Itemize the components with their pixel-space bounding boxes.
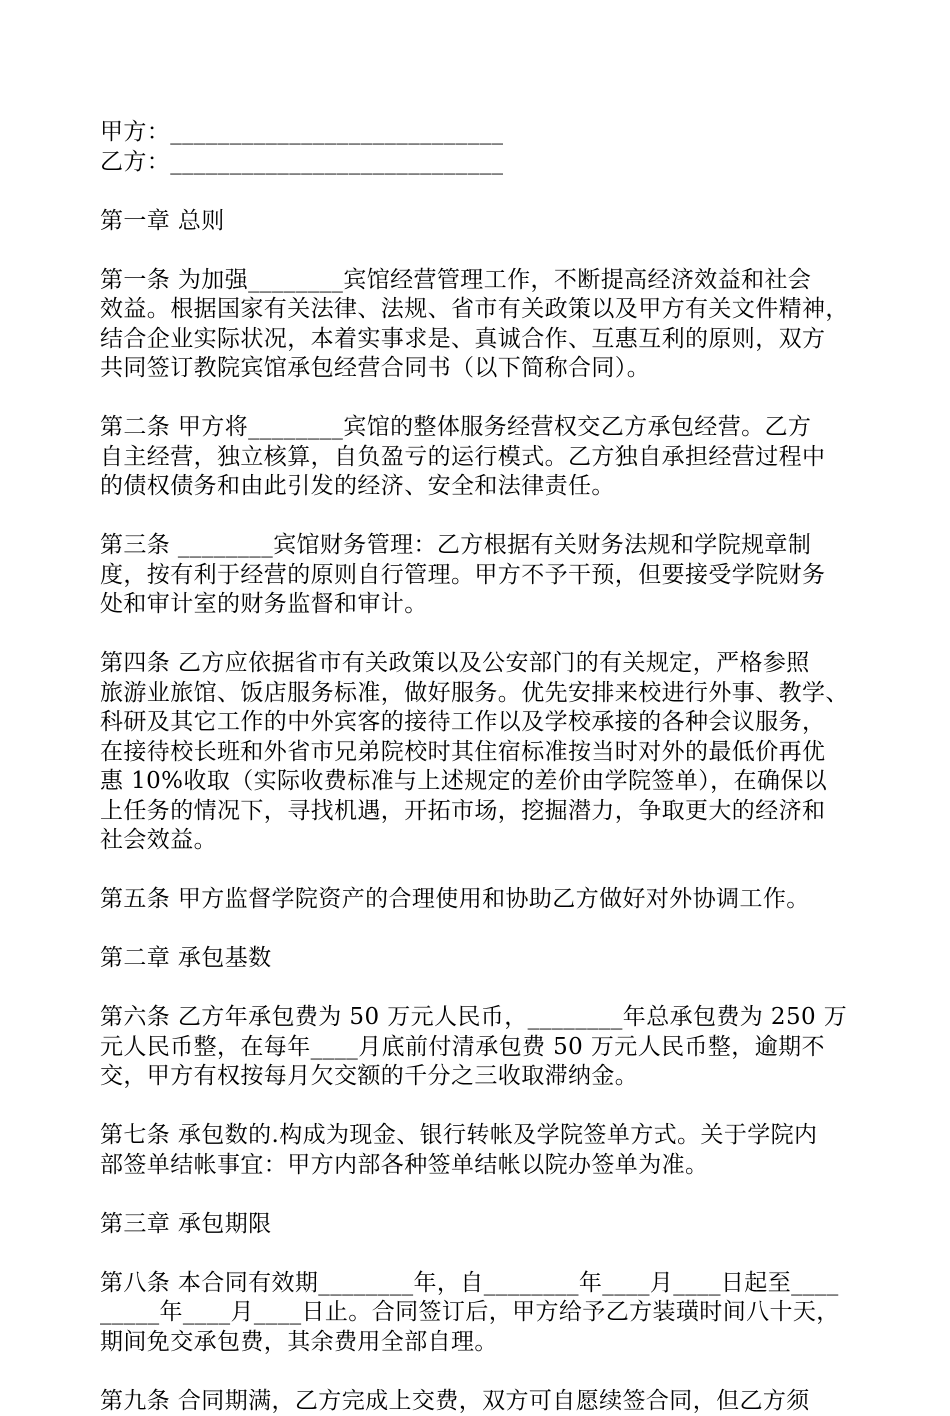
text-line: 第六条 乙方年承包费为 50 万元人民币，________年总承包费为 250 万 xyxy=(100,1003,860,1033)
paragraph xyxy=(100,649,860,856)
text-line: 共同签订教院宾馆承包经营合同书（以下简称合同）。 xyxy=(100,354,860,384)
paragraph xyxy=(100,413,860,502)
text-line: 第二章 承包基数 xyxy=(100,944,860,974)
chapter-heading xyxy=(100,207,860,237)
text-line: 社会效益。 xyxy=(100,826,860,856)
paragraph-gap xyxy=(100,1357,860,1387)
text-line: 处和审计室的财务监督和审计。 xyxy=(100,590,860,620)
text-line: 的债权债务和由此引发的经济、安全和法律责任。 xyxy=(100,472,860,502)
text-line: 效益。根据国家有关法律、法规、省市有关政策以及甲方有关文件精神， xyxy=(100,295,860,325)
text-line: _____年____月____日止。合同签订后，甲方给予乙方装璜时间八十天， xyxy=(100,1298,860,1328)
text-line: 第三条 ________宾馆财务管理：乙方根据有关财务法规和学院规章制 xyxy=(100,531,860,561)
paragraph-gap xyxy=(100,1092,860,1122)
paragraph xyxy=(100,1121,860,1180)
chapter-heading xyxy=(100,1210,860,1240)
text-line: 元人民币整，在每年____月底前付清承包费 50 万元人民币整，逾期不 xyxy=(100,1033,860,1063)
text-line: 在接待校长班和外省市兄弟院校时其住宿标准按当时对外的最低价再优 xyxy=(100,738,860,768)
paragraph-gap xyxy=(100,620,860,650)
paragraph xyxy=(100,118,860,177)
text-line: 甲方：____________________________ xyxy=(100,118,860,148)
paragraph-gap xyxy=(100,856,860,886)
text-line: 部签单结帐事宜：甲方内部各种签单结帐以院办签单为准。 xyxy=(100,1151,860,1181)
text-line: 旅游业旅馆、饭店服务标准，做好服务。优先安排来校进行外事、教学、 xyxy=(100,679,860,709)
text-line: 科研及其它工作的中外宾客的接待工作以及学校承接的各种会议服务， xyxy=(100,708,860,738)
paragraph-gap xyxy=(100,1180,860,1210)
paragraph-gap xyxy=(100,1239,860,1269)
text-line: 第一章 总则 xyxy=(100,207,860,237)
paragraph-gap xyxy=(100,502,860,532)
paragraph-gap xyxy=(100,177,860,207)
paragraph-gap xyxy=(100,974,860,1004)
paragraph xyxy=(100,885,860,915)
paragraph-gap xyxy=(100,384,860,414)
paragraph xyxy=(100,1003,860,1092)
chapter-heading xyxy=(100,944,860,974)
text-line: 自主经营，独立核算，自负盈亏的运行模式。乙方独自承担经营过程中 xyxy=(100,443,860,473)
text-line: 第四条 乙方应依据省市有关政策以及公安部门的有关规定，严格参照 xyxy=(100,649,860,679)
text-line: 度，按有利于经营的原则自行管理。甲方不予干预，但要接受学院财务 xyxy=(100,561,860,591)
text-line: 上任务的情况下，寻找机遇，开拓市场，挖掘潜力，争取更大的经济和 xyxy=(100,797,860,827)
text-line: 第七条 承包数的.构成为现金、银行转帐及学院签单方式。关于学院内 xyxy=(100,1121,860,1151)
paragraph xyxy=(100,1387,860,1416)
text-line: 乙方：____________________________ xyxy=(100,148,860,178)
text-line: 第五条 甲方监督学院资产的合理使用和协助乙方做好对外协调工作。 xyxy=(100,885,860,915)
paragraph xyxy=(100,531,860,620)
text-line: 惠 10%收取（实际收费标准与上述规定的差价由学院签单），在确保以 xyxy=(100,767,860,797)
paragraph-gap xyxy=(100,236,860,266)
text-line: 期间免交承包费，其余费用全部自理。 xyxy=(100,1328,860,1358)
text-line: 第八条 本合同有效期________年，自________年____月____日起至____ xyxy=(100,1269,860,1299)
paragraph-gap xyxy=(100,915,860,945)
document-body xyxy=(100,118,860,1416)
text-line: 第一条 为加强________宾馆经营管理工作，不断提高经济效益和社会 xyxy=(100,266,860,296)
text-line: 交，甲方有权按每月欠交额的千分之三收取滞纳金。 xyxy=(100,1062,860,1092)
paragraph xyxy=(100,266,860,384)
text-line: 第九条 合同期满，乙方完成上交费，双方可自愿续签合同，但乙方须 xyxy=(100,1387,860,1416)
text-line: 第三章 承包期限 xyxy=(100,1210,860,1240)
text-line: 结合企业实际状况，本着实事求是、真诚合作、互惠互利的原则，双方 xyxy=(100,325,860,355)
text-line: 第二条 甲方将________宾馆的整体服务经营权交乙方承包经营。乙方 xyxy=(100,413,860,443)
